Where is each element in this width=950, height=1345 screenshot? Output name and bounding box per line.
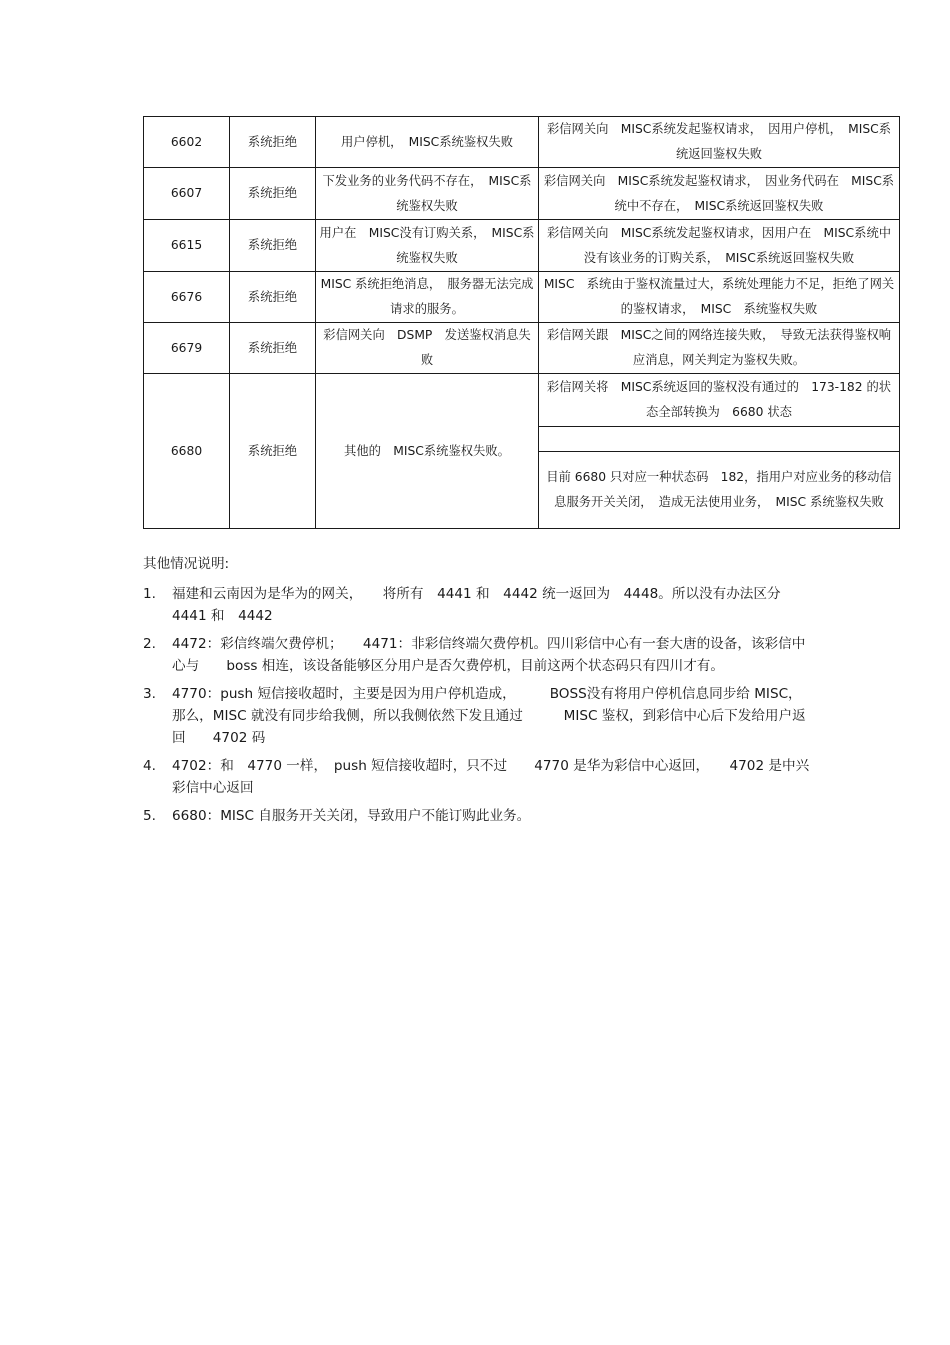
cell-code: 6676 [144,272,230,323]
list-item-text: 4472：彩信终端欠费停机； 4471：非彩信终端欠费停机。四川彩信中心有一套大唐的设备，该彩信中心与 boss 相连，该设备能够区分用户是否欠费停机，目前这两个状态码只有四川才有。 [172,636,806,674]
detail-text: 彩信网关将 MISC系统返回的鉴权没有通过的 173-182 的状态全部转换为 6680 状态 [539,374,899,426]
cell-code: 6679 [144,323,230,374]
cell-type: 系统拒绝 [230,272,316,323]
list-item [143,683,813,749]
list-item-number: 2. [143,636,156,652]
cell-reason: 彩信网关向 DSMP 发送鉴权消息失败 [316,323,539,374]
cell-reason: 下发业务的业务代码不存在， MISC系统鉴权失败 [316,168,539,220]
list-item-number: 5. [143,808,156,824]
cell-detail-group [539,374,900,529]
cell-reason: 用户在 MISC没有订购关系， MISC系统鉴权失败 [316,220,539,272]
detail-subrow [539,451,899,528]
table-row [144,374,900,529]
notes-heading: 其他情况说明: [143,556,230,572]
cell-code: 6607 [144,168,230,220]
table-row [144,272,900,323]
cell-type: 系统拒绝 [230,374,316,529]
cell-detail: 彩信网关向 MISC系统发起鉴权请求， 因用户停机， MISC系统返回鉴权失败 [539,117,900,168]
list-item [143,583,813,627]
cell-type: 系统拒绝 [230,323,316,374]
cell-detail: 彩信网关跟 MISC之间的网络连接失败， 导致无法获得鉴权响应消息，网关判定为鉴权失败。 [539,323,900,374]
list-item [143,755,813,799]
list-item-text: 6680：MISC 自服务开关关闭，导致用户不能订购此业务。 [172,808,531,824]
cell-code: 6602 [144,117,230,168]
list-item-text: 4770：push 短信接收超时，主要是因为用户停机造成， BOSS没有将用户停机信息同步给 MISC，那么，MISC 就没有同步给我侧，所以我侧依然下发且通过 MISC 鉴权，到彩信中心后下发给用户返回 4702 码 [172,686,806,746]
cell-type: 系统拒绝 [230,220,316,272]
list-item-text: 4702：和 4770 一样， push 短信接收超时，只不过 4770 是华为彩信中心返回， 4702 是中兴彩信中心返回 [172,758,810,796]
cell-reason: 用户停机， MISC系统鉴权失败 [316,117,539,168]
list-item [143,805,813,827]
list-item-number: 1. [143,586,156,602]
list-item-text: 福建和云南因为是华为的网关， 将所有 4441 和 4442 统一返回为 4448。所以没有办法区分 4441 和 4442 [172,586,781,624]
cell-reason: MISC 系统拒绝消息， 服务器无法完成请求的服务。 [316,272,539,323]
cell-code: 6680 [144,374,230,529]
table-row [144,168,900,220]
cell-type: 系统拒绝 [230,117,316,168]
detail-subtable [539,374,899,528]
cell-detail: 彩信网关向 MISC系统发起鉴权请求， 因业务代码在 MISC系统中不存在， MISC系统返回鉴权失败 [539,168,900,220]
list-item [143,633,813,677]
status-code-table [143,116,900,529]
notes-section [143,553,813,833]
list-item-number: 3. [143,686,156,702]
detail-subrow [539,426,899,451]
detail-text: 目前 6680 只对应一种状态码 182，指用户对应业务的移动信息服务开关关闭， 造成无法使用业务， MISC 系统鉴权失败 [546,469,892,509]
cell-type: 系统拒绝 [230,168,316,220]
cell-detail: MISC 系统由于鉴权流量过大，系统处理能力不足，拒绝了网关的鉴权请求， MISC 系统鉴权失败 [539,272,900,323]
detail-subrow [539,374,899,426]
table-row [144,117,900,168]
detail-text [539,426,899,451]
table-row [144,220,900,272]
table-row [144,323,900,374]
cell-reason: 其他的 MISC系统鉴权失败。 [316,374,539,529]
list-item-number: 4. [143,758,156,774]
cell-detail: 彩信网关向 MISC系统发起鉴权请求，因用户在 MISC系统中没有该业务的订购关系， MISC系统返回鉴权失败 [539,220,900,272]
cell-code: 6615 [144,220,230,272]
